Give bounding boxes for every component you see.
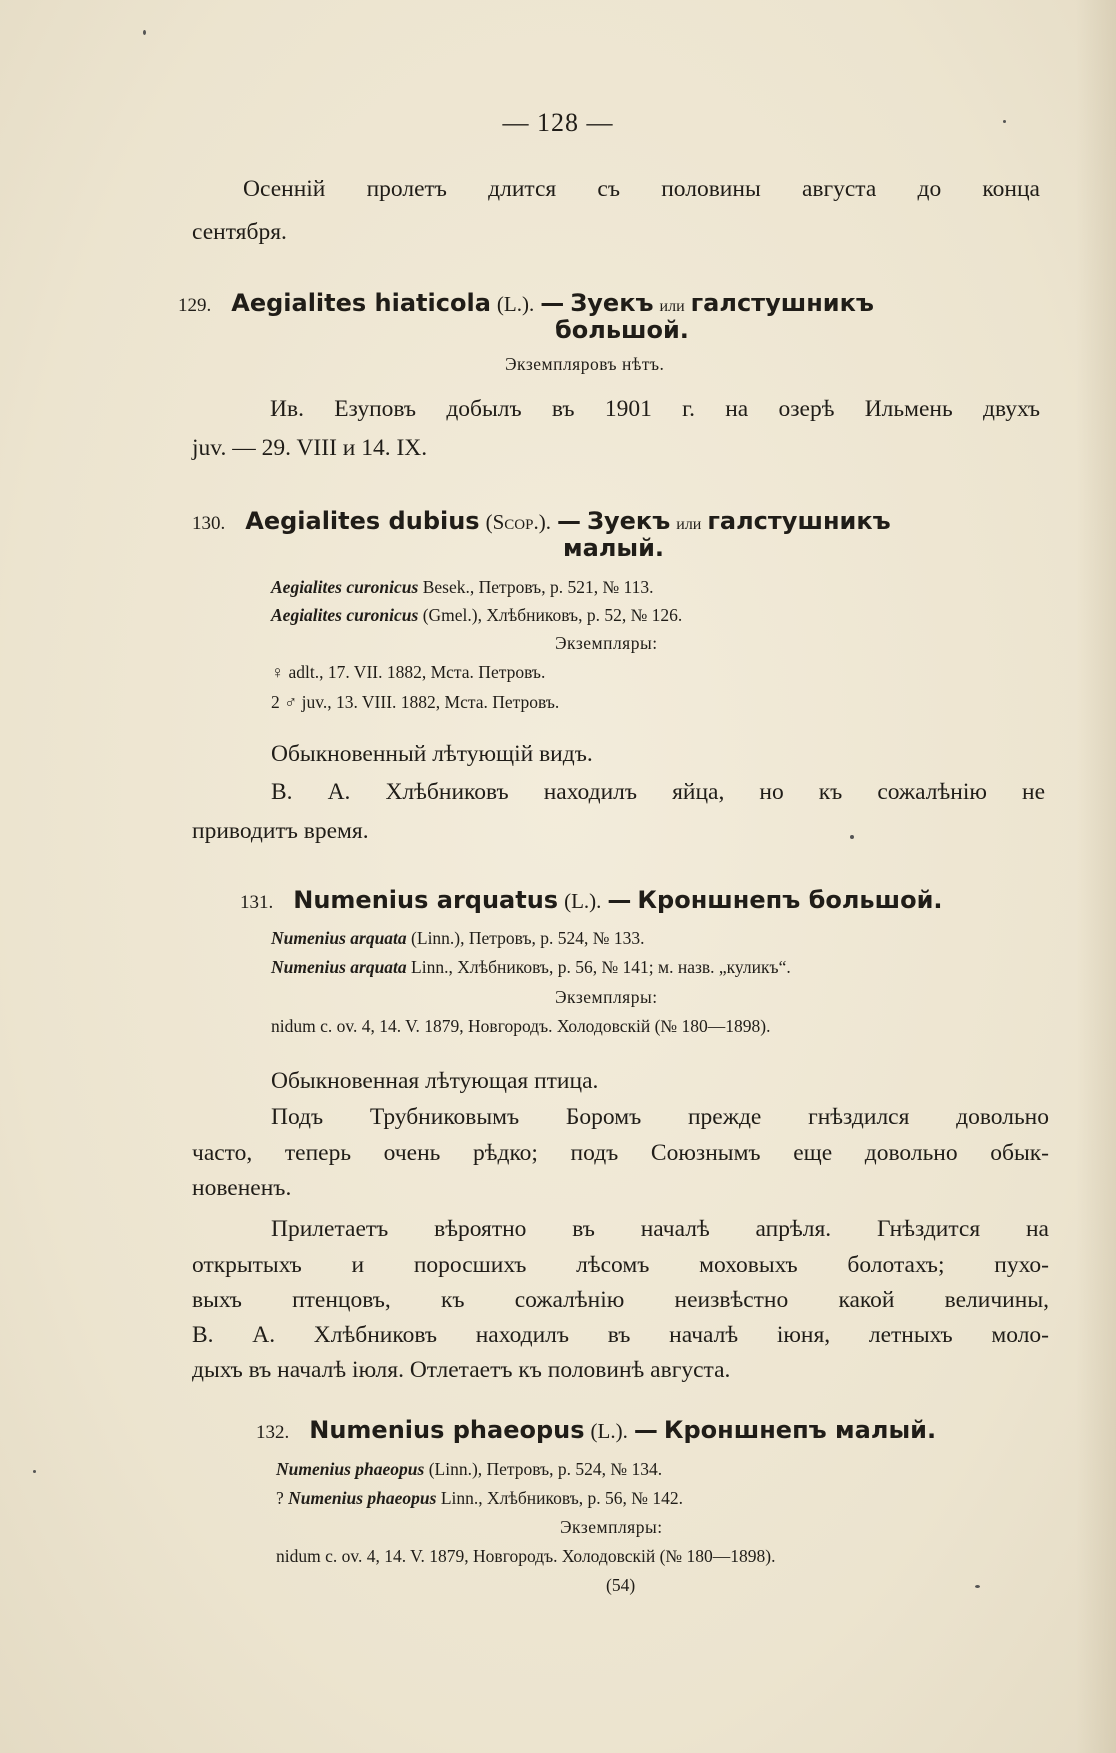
reference-latin: Numenius phaeopus — [276, 1459, 425, 1479]
reference-line — [271, 957, 791, 978]
page-number: — 128 — — [502, 108, 614, 137]
species-author: (Scop.). — [485, 510, 551, 534]
page-speck — [850, 835, 854, 839]
species-heading-line2 — [555, 316, 689, 345]
body-line: Обыкновенная лѣтующая птица. — [271, 1068, 599, 1094]
reference-text: Linn., Хлѣбниковъ, р. 56, № 142. — [440, 1488, 683, 1508]
heading-dash: — — [607, 886, 632, 914]
reference-latin: Numenius arquata — [271, 957, 407, 977]
heading-dash: — — [540, 289, 565, 317]
reference-text: (Gmel.), Хлѣбниковъ, р. 52, № 126. — [422, 605, 683, 625]
reference-latin: Numenius phaeopus — [288, 1488, 437, 1508]
body-line: Прилетаетъ вѣроятно въ началѣ апрѣля. Гнѣздится на — [271, 1216, 1049, 1242]
reference-prefix: ? — [276, 1488, 284, 1508]
heading-dash: — — [556, 507, 581, 535]
signature-mark: (54) — [606, 1575, 636, 1595]
species-russian-name-cont: большой. — [555, 316, 689, 344]
species-russian-name-cont: малый. — [563, 534, 665, 562]
body-line: открытыхъ и поросшихъ лѣсомъ моховыхъ болотахъ; пухо- — [192, 1252, 1049, 1278]
page-edge-shadow — [1076, 0, 1116, 1753]
specimens-label: Экземпляры: — [555, 633, 658, 653]
species-number: 132. — [256, 1422, 290, 1443]
species-russian-name: Кроншнепъ малый. — [663, 1416, 937, 1444]
species-heading — [256, 1416, 936, 1445]
reference-text: Besek., Петровъ, р. 521, № 113. — [422, 577, 654, 597]
heading-conjunction: или — [659, 298, 685, 315]
page-speck — [143, 30, 146, 35]
species-latin-name: Aegialites dubius — [245, 507, 480, 535]
species-heading — [192, 507, 891, 536]
species-heading — [178, 289, 874, 318]
species-russian-name: Зуекъ — [570, 289, 654, 317]
reference-line — [271, 928, 644, 949]
specimens-label: Экземпляровъ нѣтъ. — [505, 354, 665, 374]
specimen-line: nidum c. ov. 4, 14. V. 1879, Новгородъ. Холодовскiй (№ 180—1898). — [271, 1016, 771, 1036]
reference-text: (Linn.), Петровъ, р. 524, № 134. — [428, 1459, 663, 1479]
species-russian-name: Зуекъ — [586, 507, 671, 535]
reference-latin: Aegialites curonicus — [271, 605, 419, 625]
species-latin-name: Aegialites hiaticola — [231, 289, 491, 317]
body-line: новененъ. — [192, 1175, 292, 1201]
species-number: 130. — [192, 513, 226, 534]
species-number: 129. — [178, 295, 212, 316]
body-line: Обыкновенный лѣтующiй видъ. — [271, 741, 593, 767]
species-heading-line2 — [563, 534, 664, 563]
species-russian-name-alt: галстушникъ — [707, 507, 891, 535]
body-line: В. А. Хлѣбниковъ находилъ яйца, но къ сожалѣнiю не — [271, 779, 1045, 805]
page-speck — [975, 1585, 980, 1588]
species-russian-name: Кроншнепъ большой. — [637, 886, 943, 914]
body-line: Ив. Езуповъ добылъ въ 1901 г. на озерѣ Ильмень двухъ — [270, 396, 1040, 422]
body-line: приводитъ время. — [192, 818, 369, 844]
body-line: выхъ птенцовъ, къ сожалѣнiю неизвѣстно какой величины, — [192, 1287, 1049, 1313]
specimen-line: nidum c. ov. 4, 14. V. 1879, Новгородъ. Холодовскiй (№ 180—1898). — [276, 1546, 776, 1566]
intro-line: сентября. — [192, 219, 287, 245]
specimen-line: ♀ adlt., 17. VII. 1882, Mста. Петровъ. — [271, 662, 546, 682]
reference-line — [276, 1459, 662, 1480]
reference-line — [271, 577, 654, 598]
species-author: (L.). — [496, 292, 535, 316]
reference-text: (Linn.), Петровъ, р. 524, № 133. — [411, 928, 645, 948]
species-heading — [240, 886, 943, 915]
intro-line: Осеннiй пролетъ длится съ половины августа до конца — [243, 176, 1040, 202]
species-russian-name-alt: галстушникъ — [690, 289, 874, 317]
species-latin-name: Numenius arquatus — [293, 886, 559, 914]
body-line: часто, теперь очень рѣдко; подъ Союзнымъ еще довольно обык- — [192, 1140, 1049, 1166]
reference-latin: Aegialites curonicus — [271, 577, 419, 597]
species-author: (L.). — [564, 889, 602, 913]
reference-line — [276, 1488, 683, 1509]
page-speck — [33, 1470, 36, 1473]
heading-dash: — — [633, 1416, 658, 1444]
specimens-label: Экземпляры: — [560, 1517, 663, 1537]
reference-latin: Numenius arquata — [271, 928, 407, 948]
body-line: В. А. Хлѣбниковъ находилъ въ началѣ iюня, летныхъ моло- — [192, 1322, 1049, 1348]
species-author: (L.). — [590, 1419, 628, 1443]
reference-text: Linn., Хлѣбниковъ, р. 56, № 141; м. назв. „куликъ“. — [411, 957, 791, 977]
body-line: juv. — 29. VIII и 14. IX. — [192, 435, 428, 461]
body-line: Подъ Трубниковымъ Боромъ прежде гнѣздился довольно — [271, 1104, 1049, 1130]
species-latin-name: Numenius phaeopus — [309, 1416, 585, 1444]
species-number: 131. — [240, 892, 274, 913]
specimen-line: 2 ♂ juv., 13. VIII. 1882, Mста. Петровъ. — [271, 692, 560, 712]
specimens-label: Экземпляры: — [555, 987, 658, 1007]
reference-line — [271, 605, 682, 626]
heading-conjunction: или — [676, 516, 702, 533]
body-line: дыхъ въ началѣ iюля. Отлетаетъ къ половинѣ августа. — [192, 1357, 731, 1383]
